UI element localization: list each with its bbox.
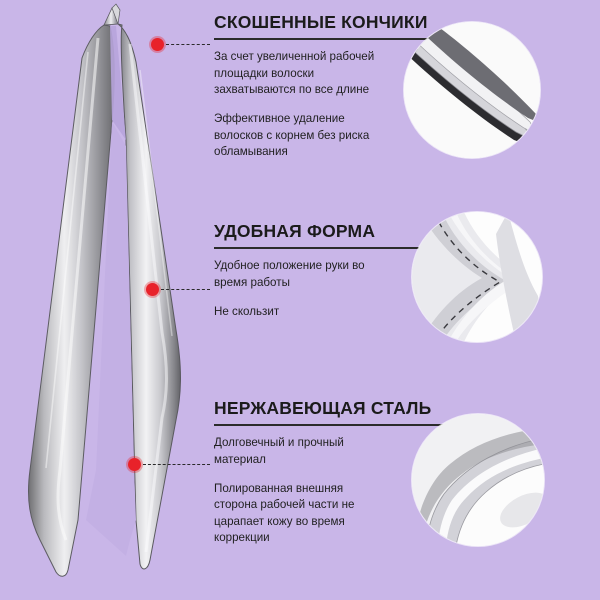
feature-title: СКОШЕННЫЕ КОНЧИКИ	[214, 12, 428, 32]
callout-marker-dot	[151, 38, 164, 51]
feature-paragraph: За счет увеличенной рабочей площадки волоски захватываются по все длине	[214, 50, 375, 97]
inset-ergonomic-shape-closeup	[412, 212, 542, 342]
feature-paragraph: Долговечный и прочный материал	[214, 436, 344, 466]
feature-title: УДОБНАЯ ФОРМА	[214, 221, 376, 241]
callout-marker-dot	[128, 458, 141, 471]
feature-title: НЕРЖАВЕЮЩАЯ СТАЛЬ	[214, 398, 432, 418]
feature-paragraph: Не скользит	[214, 305, 280, 319]
inset-slanted-tips-closeup	[404, 22, 540, 158]
feature-paragraph: Полированная внешняя сторона рабочей части не царапает кожу во время коррекции	[214, 482, 355, 545]
title-divider	[214, 424, 456, 426]
inset-stainless-steel-closeup	[412, 414, 544, 546]
tweezers-illustration	[0, 0, 230, 600]
callout-leader-line	[161, 289, 210, 290]
feature-paragraph: Эффективное удаление волосков с корнем без риска обламывания	[214, 112, 370, 159]
callout-leader-line	[166, 44, 210, 45]
callout-marker-dot	[146, 283, 159, 296]
callout-leader-line	[143, 464, 210, 465]
feature-paragraph: Удобное положение руки во время работы	[214, 259, 365, 289]
title-divider	[214, 38, 456, 40]
